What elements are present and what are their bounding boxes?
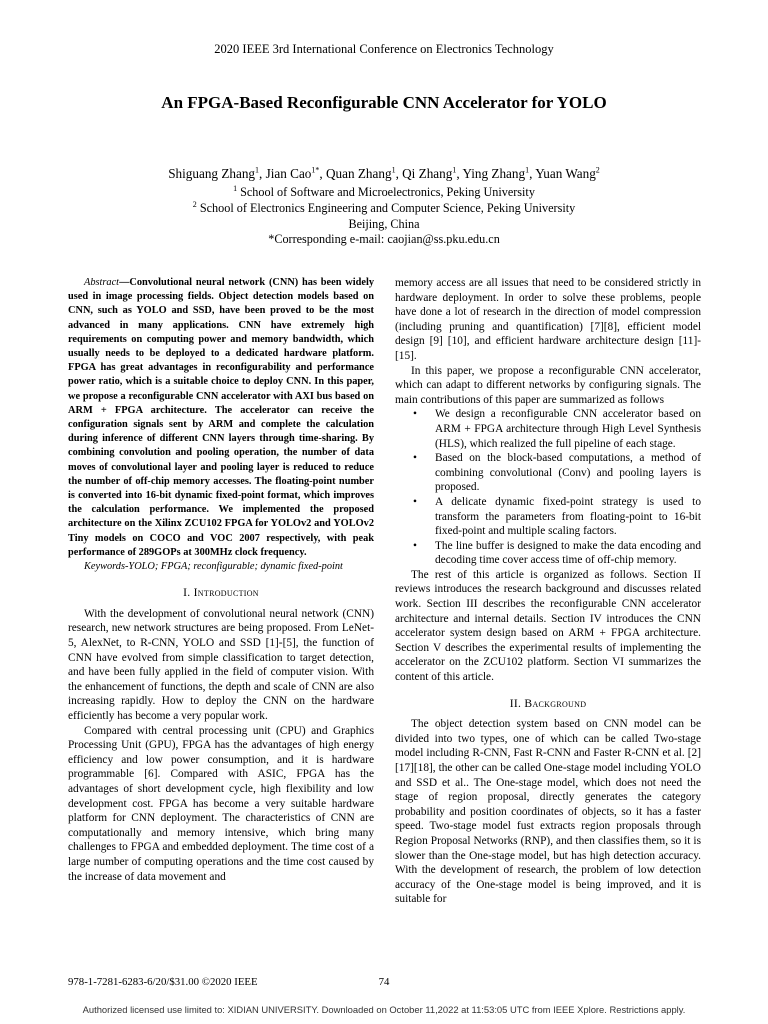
- author: Yuan Wang$^2$: [535, 165, 600, 181]
- bullet-icon: •: [413, 452, 417, 465]
- page-number: 74: [378, 976, 390, 988]
- conference-header: 2020 IEEE 3rd International Conference on Electronics Technology: [214, 42, 554, 56]
- location: Beijing, China: [348, 217, 420, 231]
- list-item: • A delicate dynamic fixed-point strategy is used to transform the parameters from floating-point to 16-bit fixed-point and multiple scaling factors.: [413, 495, 701, 538]
- author: Ying Zhang$^1$,: [462, 165, 536, 181]
- paragraph: With the development of convolutional neural network (CNN) research, new network structures are being proposed. From LeNet-5, AlexNet, to R-CNN, YOLO and SSD [1]-[5], the function of CNN have evolved from simple classification to target detection, and have been fully applied in the field of computer vision. With the enhancement of functions, the depth and scale of CNN are also increasing rapidly. How to deploy the CNN on the hardware efficiently has become a very popular work.: [68, 607, 374, 723]
- section-heading-background: II. Background: [509, 696, 587, 710]
- bullet-icon: •: [413, 495, 417, 508]
- list-item: • Based on the block-based computations, a method of combining convolutional (Conv) and pooling layers is proposed.: [413, 452, 701, 494]
- license-note: Authorized licensed use limited to: XIDIAN UNIVERSITY. Downloaded on October 11,2022 at 11:53:05 UTC from IEEE Xplore. Restrictions apply.: [82, 1004, 686, 1015]
- bullet-icon: •: [413, 539, 417, 552]
- author: Qi Zhang$^1$,: [402, 165, 463, 181]
- paragraph: In this paper, we propose a reconfigurable CNN accelerator, which can adapt to different networks by configuring signals. The main contributions of this paper are summarized as follows: [395, 364, 701, 406]
- abstract: [68, 276, 374, 560]
- list-item: • The line buffer is designed to make the data encoding and decoding time cover access time of off-chip memory.: [413, 539, 701, 567]
- right-column: [395, 276, 701, 907]
- left-column: [68, 276, 374, 884]
- paragraph: Compared with central processing unit (CPU) and Graphics Processing Unit (GPU), FPGA has the advantages of high energy efficiency and low power consumption, and it is hardware programmable [6]. Compared with ASIC, FPGA has the advantages of short development cycle, high flexibility and low development cost. FPGA has become a very suitable hardware platform for CNN deployment. The characteristics of CNN are computationally and memory intensive, which bring many challenges to FPGA and embedded deployment. The time cost of a large number of computing operations and the time cost caused by the increase of data movement and: [68, 724, 374, 883]
- author: Quan Zhang$^1$,: [326, 165, 403, 181]
- paragraph: memory access are all issues that need to be considered strictly in hardware deployment. In order to solve these problems, people have done a lot of research in the direction of model compression (including pruning and quantification) [7][8], efficient model design [9] [10], and efficient hardware architecture design [11]-[15].: [395, 277, 701, 362]
- abstract-text: —Convolutional neural network (CNN) has been widely used in image processing fields. Object detection models based on CNN, such as YOLO and SSD, have been proved to be the most advanced in many applications. CNN have extremely high requirements on computing power and memory bandwidth, which usually needs to be deployed to a dedicated hardware platform. FPGA has great advantages in reconfigurability and performance power ratio, which is a suitable choice to deploy CNN. In this paper, we propose a reconfigurable CNN accelerator with AXI bus based on ARM + FPGA architecture. The accelerator can receive the configuration signals sent by ARM and complete the calculation during inference of different CNN layers through time-sharing. By combining convolution and pooling operation, the number of data moves of convolutional layer and pooling layer is reduced to reduce the number of off-chip memory accesses. The floating-point number is converted into 16-bit dynamic fixed-point format, which improves the calculation performance. We implemented the proposed architecture on the Xilinx ZCU102 FPGA for YOLOv2 and YOLOv2 Tiny models on COCO and VOC 2007 respectively, with peak performance of 289GOPs at 300MHz clock frequency.: [68, 277, 374, 558]
- paper-title: An FPGA-Based Reconfigurable CNN Accelerator for YOLO: [161, 93, 607, 112]
- corresponding-email: *Corresponding e-mail: caojian@ss.pku.edu.cn: [268, 232, 500, 246]
- author-list: [0, 166, 768, 182]
- list-item: • We design a reconfigurable CNN accelerator based on ARM + FPGA architecture through High Level Synthesis (HLS), which realized the full pipeline of each stage.: [413, 408, 701, 450]
- author: Shiguang Zhang$^1$,: [168, 165, 266, 181]
- bullet-icon: •: [413, 408, 417, 421]
- affiliation-1: $^1$ School of Software and Microelectronics, Peking University: [233, 183, 535, 199]
- contribution-list: [395, 407, 701, 568]
- section-heading-introduction: I. Introduction: [183, 586, 259, 600]
- paragraph: The rest of this article is organized as follows. Section II reviews introduces the research background and discusses related work. Section III describes the reconfigurable CNN accelerator architecture and internal details. Section IV introduces the CNN accelerator system design based on ARM + FPGA architecture. Section V describes the experimental results of implementing the accelerator on the ZCU102 platform. Section VI summarizes the content of this article.: [395, 568, 701, 684]
- keywords: Keywords-YOLO; FPGA; reconfigurable; dynamic fixed-point: [84, 561, 343, 573]
- abstract-label: Abstract: [84, 277, 120, 288]
- isbn-copyright: 978-1-7281-6283-6/20/$31.00 ©2020 IEEE: [68, 976, 258, 988]
- affiliation-2: $^2$ School of Electronics Engineering and Computer Science, Peking University: [192, 199, 576, 215]
- author: Jian Cao$^{1*}$,: [265, 165, 326, 181]
- paragraph: The object detection system based on CNN model can be divided into two types, one of which can be called Two-stage model including R-CNN, Fast R-CNN and Faster R-CNN et al. [2][17][18], the other can be called One-stage model including YOLO and SSD et al.. The One-stage model, which does not need the stage of region proposal, directly generates the category probability and position coordinates of objects, so it has a faster speed. Two-stage model fust extracts region proposals through Region Proposal Networks (RNP), and then classifies them, so it is slower than the One-stage model, but has high detection accuracy. With the development of research, the problem of low detection accuracy of the One-stage model is being improved, and it is suitable for: [395, 718, 701, 906]
